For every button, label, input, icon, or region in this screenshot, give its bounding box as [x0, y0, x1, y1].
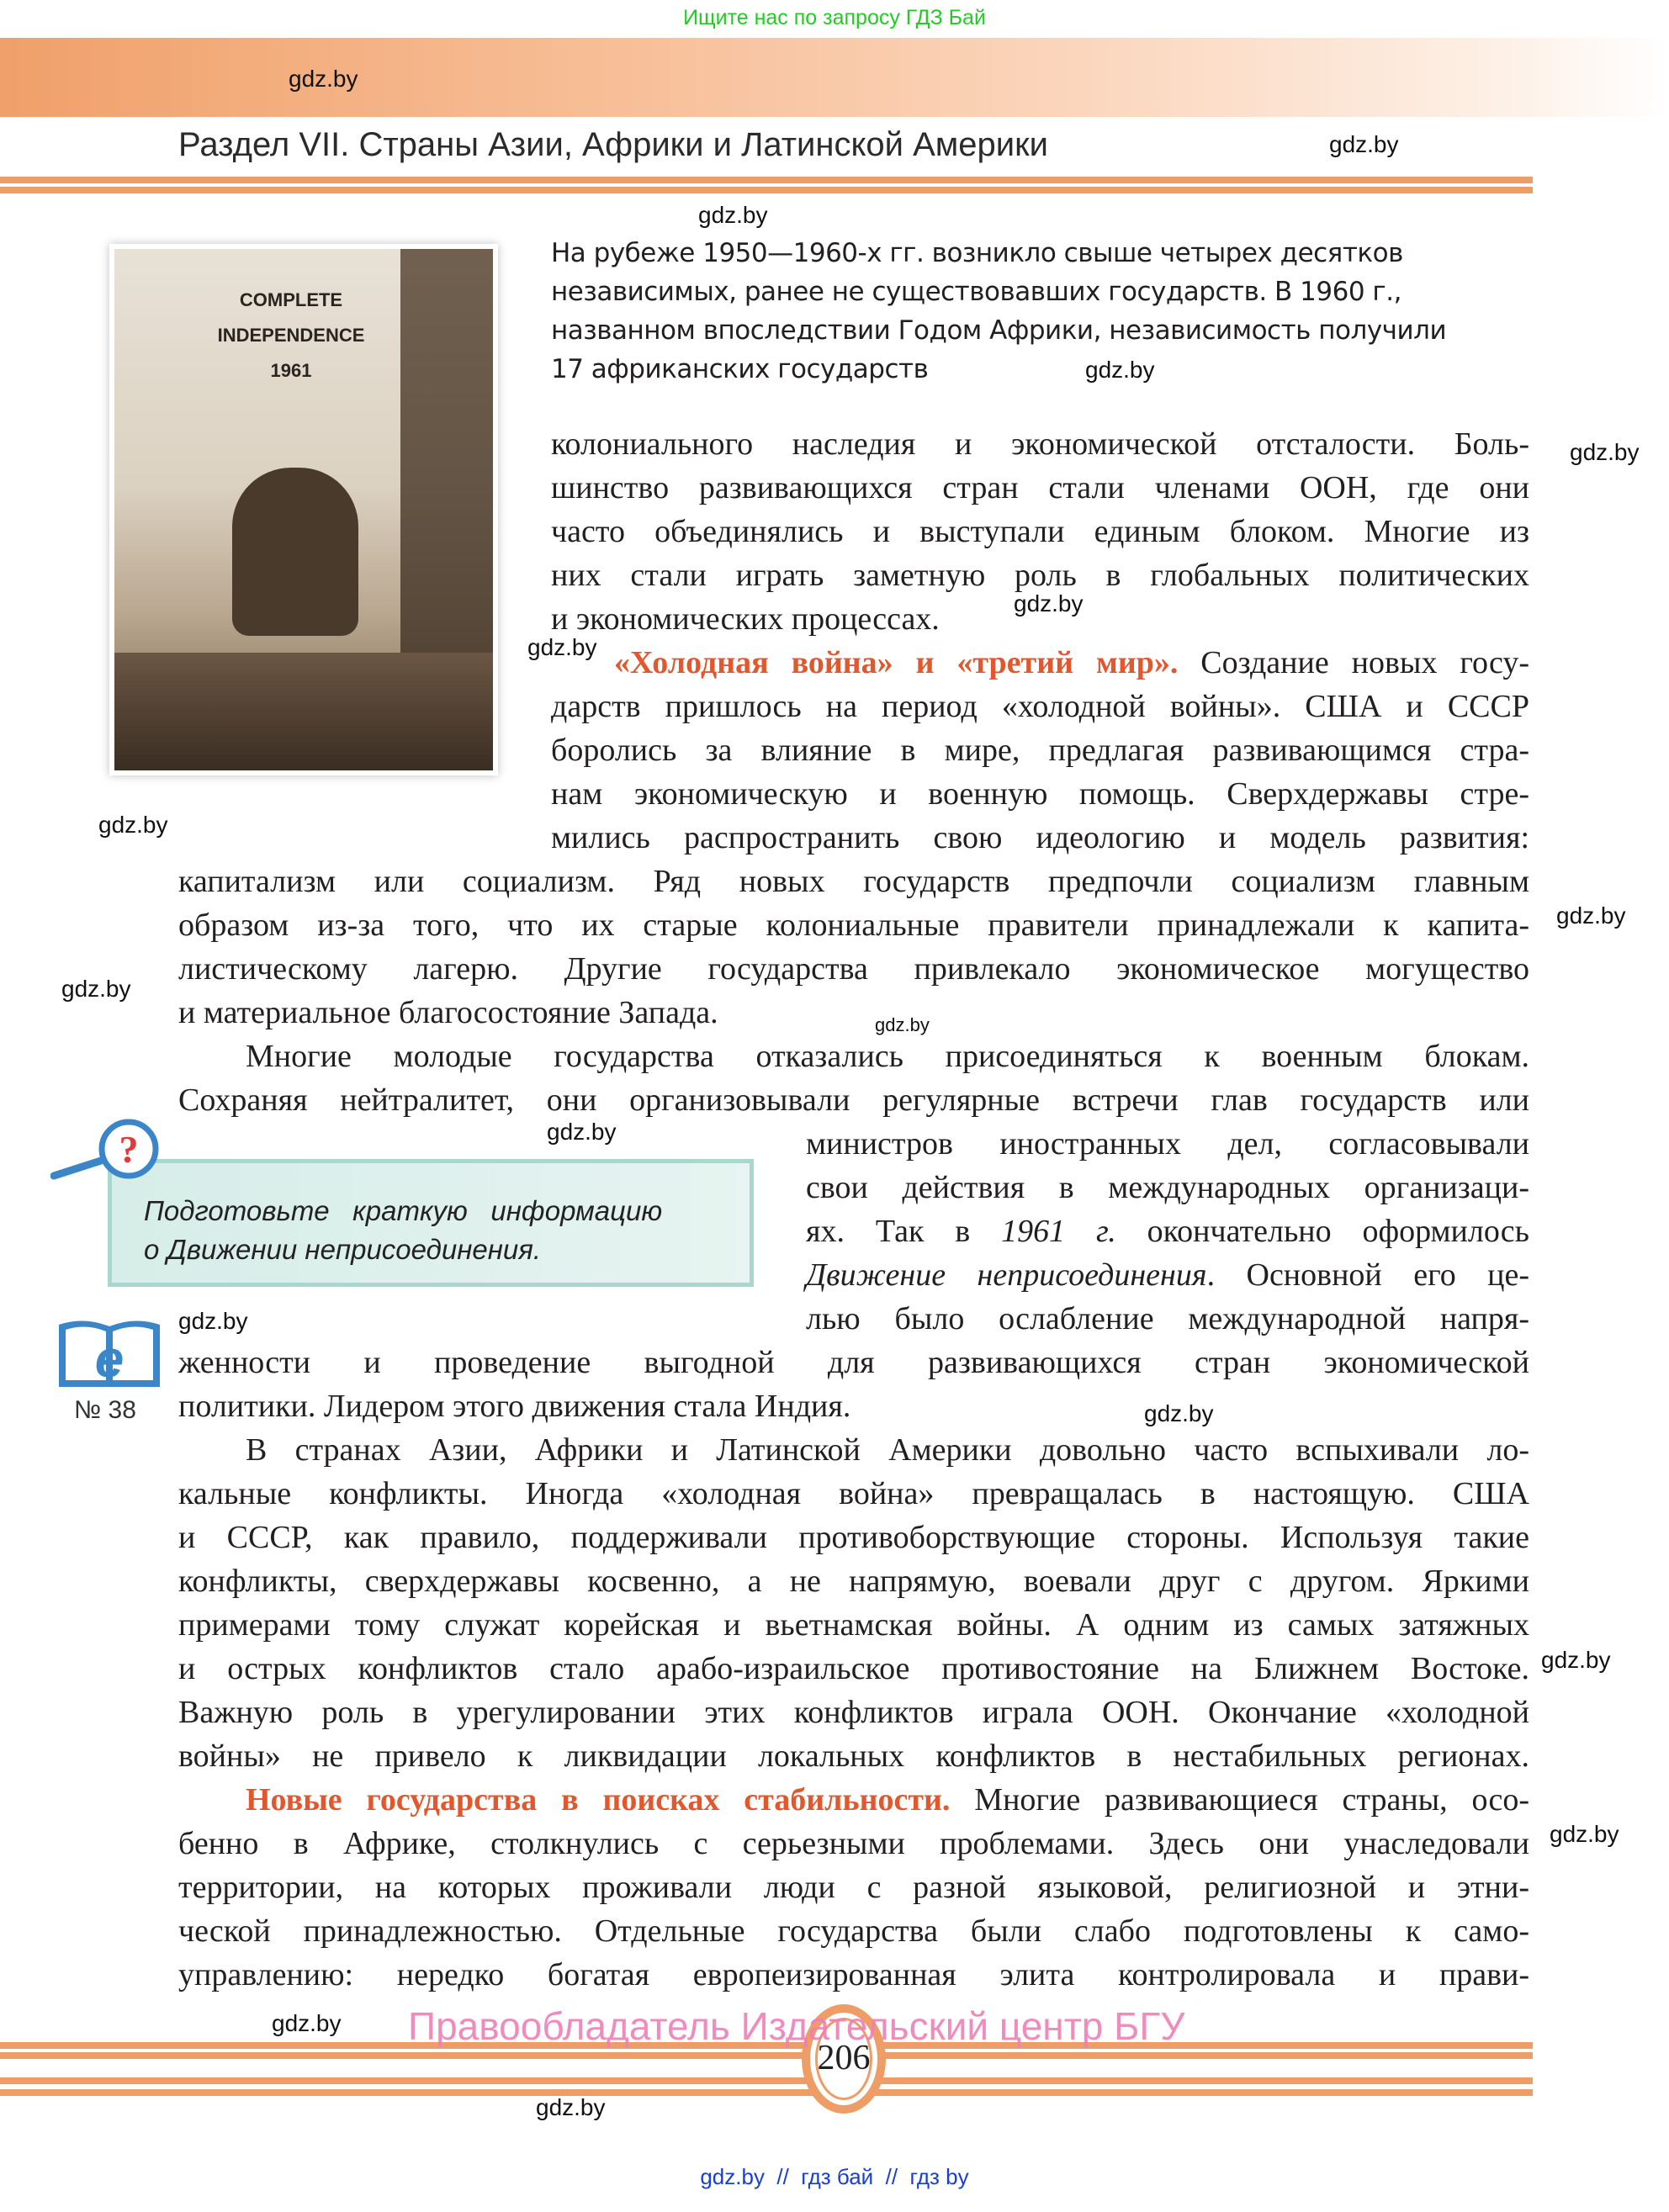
text-line: женности и проведение выгодной для развивающихся стран экономической	[178, 1345, 1529, 1380]
text-line: Сохраняя нейтралитет, они организовывали регулярные встречи глав государств или	[178, 1082, 1529, 1118]
text-line: войны» не привело к ликвидации локальных конфликтов в нестабильных регионах.	[178, 1738, 1529, 1774]
question-text	[144, 1192, 718, 1269]
text-line: лью было ослабление международной напря-	[806, 1301, 1529, 1336]
text-line: Многие молодые государства отказались присоединяться к военным блокам.	[246, 1039, 1529, 1074]
watermark: gdz.by	[547, 1119, 617, 1145]
text-line: нам экономическую и военную помощь. Сверхдержавы стре-	[551, 776, 1529, 812]
text-fragment: Создание новых госу-	[1178, 645, 1529, 680]
figure-caption	[551, 234, 1502, 389]
footer-rule	[0, 2052, 1533, 2059]
watermark: gdz.by	[61, 976, 131, 1002]
cold-war-paragraph	[551, 641, 1529, 860]
text-fragment: окончательно оформилось	[1115, 1214, 1529, 1249]
text-line: кальные конфликты. Иногда «холодная война» превращалась в настоящую. США	[178, 1476, 1529, 1511]
figure-photo	[109, 244, 498, 775]
caption-line: независимых, ранее не существовавших государств. В 1960 г.,	[551, 277, 1401, 307]
header-rule	[0, 177, 1533, 183]
text-line: капитализм или социализм. Ряд новых государств предпочли социализм главным	[178, 864, 1529, 899]
caption-line: На рубеже 1950—1960-х гг. возникло свыше четырех десятков	[551, 238, 1403, 268]
photo-crowd	[114, 653, 493, 770]
footer-links[interactable]: gdz.by // гдз бай // гдз by	[700, 2164, 969, 2189]
text-line: конфликты, сверхдержавы косвенно, а не напрямую, воевали друг с другом. Яркими	[178, 1564, 1529, 1599]
header-band	[0, 38, 1669, 117]
photo-person	[232, 468, 358, 636]
header-rule	[0, 187, 1533, 193]
text-line: боролись за влияние в мире, предлагая развивающимся стра-	[551, 733, 1529, 768]
text-line: листическому лагерю. Другие государства привлекало экономическое могущество	[178, 951, 1529, 987]
question-box	[108, 1159, 754, 1287]
text-line: и острых конфликтов стало арабо-израильское противостояние на Ближнем Востоке.	[178, 1651, 1529, 1686]
watermark: gdz.by	[1085, 357, 1155, 383]
text-line: мились распространить свою идеологию и модель развития:	[551, 820, 1529, 855]
footer-rule	[0, 2077, 1533, 2084]
non-aligned-paragraph	[806, 1122, 1529, 1341]
top-banner: Ищите нас по запросу ГДЗ Бай	[683, 6, 986, 29]
cold-war-paragraph-wide	[178, 860, 1529, 1122]
non-aligned-paragraph-tail	[178, 1341, 1529, 1428]
watermark: gdz.by	[178, 1308, 248, 1334]
text-line: ческой принадлежностью. Отдельные государства были слабо подготовлены к само-	[178, 1913, 1529, 1949]
copyright-notice: Правообладатель Издательский центр БГУ	[408, 2004, 1185, 2048]
watermark: gdz.by	[1550, 1821, 1619, 1847]
text-line: примерами тому служат корейская и вьетнамская войны. А одним из самых затяжных	[178, 1607, 1529, 1643]
text-fragment: Многие развивающиеся страны, осо-	[950, 1782, 1530, 1818]
text-line: политики. Лидером этого движения стала Индия.	[178, 1389, 851, 1424]
caption-line: названном впоследствии Годом Африки, независимость получили	[551, 315, 1447, 346]
text-line: них стали играть заметную роль в глобальных политических	[551, 558, 1529, 593]
text-line: В странах Азии, Африки и Латинской Америки довольно часто вспыхивали ло-	[246, 1432, 1529, 1468]
page-number: 206	[817, 2039, 871, 2077]
question-line: Подготовьте краткую информацию	[144, 1195, 663, 1226]
watermark: gdz.by	[289, 66, 358, 92]
svg-text:e: e	[94, 1331, 125, 1389]
svg-text:?: ?	[119, 1128, 139, 1171]
text-line	[178, 1778, 1529, 1822]
resource-number[interactable]: № 38	[74, 1396, 136, 1424]
text-line: и экономических процессах.	[551, 601, 940, 637]
text-line: и материальное благосостояние Запада.	[178, 995, 718, 1030]
text-line: свои действия в международных организаци-	[806, 1170, 1529, 1205]
photo-sign	[207, 283, 375, 389]
section-title: Раздел VII. Страны Азии, Африки и Латинской Америки	[178, 126, 1048, 163]
text-line	[806, 1209, 1529, 1253]
magnifier-question-icon	[50, 1119, 160, 1203]
sign-line: INDEPENDENCE	[217, 325, 365, 346]
text-line: Важную роль в урегулировании этих конфликтов играла ООН. Окончание «холодной	[178, 1695, 1529, 1730]
footer-rule	[0, 2089, 1533, 2096]
watermark: gdz.by	[1570, 439, 1640, 465]
caption-line: 17 африканских государств	[551, 354, 929, 384]
watermark: gdz.by	[1329, 131, 1399, 157]
question-line: о Движении неприсоединения.	[144, 1234, 542, 1265]
watermark: gdz.by	[536, 2094, 606, 2120]
text-line: колониального наследия и экономической отсталости. Боль-	[551, 426, 1529, 462]
sign-line: COMPLETE	[239, 289, 343, 310]
text-line: часто объединялись и выступали единым блоком. Многие из	[551, 514, 1529, 549]
text-line	[806, 1253, 1529, 1297]
watermark: gdz.by	[875, 1014, 930, 1035]
text-line: управлению: нередко богатая европеизированная элита контролировала и прави-	[178, 1957, 1529, 1992]
watermark: gdz.by	[698, 202, 768, 228]
text-fragment: . Основной его це-	[1206, 1257, 1529, 1293]
photo-image	[114, 249, 493, 770]
text-line: образом из-за того, что их старые колониальные правители принадлежали к капита-	[178, 908, 1529, 943]
text-line: территории, на которых проживали люди с разной языковой, религиозной и этни-	[178, 1870, 1529, 1905]
conflicts-paragraph	[178, 1428, 1529, 1997]
internet-book-icon[interactable]	[56, 1316, 163, 1390]
watermark: gdz.by	[1541, 1647, 1611, 1673]
watermark: gdz.by	[98, 812, 168, 838]
text-line: дарств пришлось на период «холодной войны». США и СССР	[551, 689, 1529, 724]
watermark: gdz.by	[1144, 1400, 1214, 1426]
watermark: gdz.by	[1556, 902, 1626, 929]
watermark: gdz.by	[272, 2010, 342, 2036]
watermark: gdz.by	[527, 634, 597, 660]
text-line	[551, 641, 1529, 685]
text-line: шинство развивающихся стран стали членами ООН, где они	[551, 470, 1529, 505]
text-fragment: ях. Так в	[806, 1214, 1002, 1249]
text-line: и СССР, как правило, поддерживали противоборствующие стороны. Используя такие	[178, 1520, 1529, 1555]
sign-line: 1961	[270, 360, 312, 381]
year-emphasis: 1961 г.	[1001, 1214, 1116, 1249]
watermark: gdz.by	[1014, 590, 1084, 617]
text-line: бенно в Африке, столкнулись с серьезными проблемами. Здесь они унаследовали	[178, 1826, 1529, 1861]
cold-war-heading: «Холодная война» и «третий мир».	[614, 645, 1179, 680]
stability-heading: Новые государства в поисках стабильности.	[246, 1782, 951, 1818]
term-emphasis: Движение неприсоединения	[806, 1257, 1207, 1293]
text-line: министров иностранных дел, согласовывали	[806, 1126, 1529, 1162]
